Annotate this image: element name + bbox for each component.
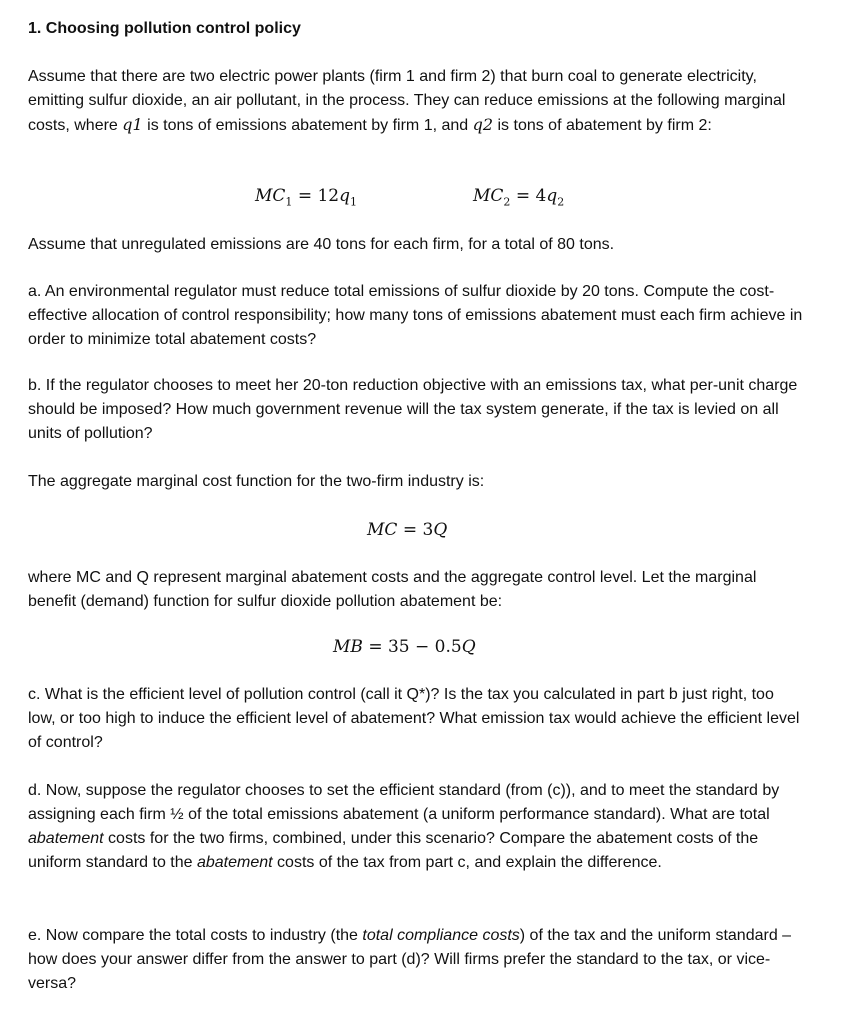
aggregate-intro-paragraph: The aggregate marginal cost function for the two-firm industry is: — [28, 473, 485, 490]
where-paragraph: where MC and Q represent marginal abatement costs and the aggregate control level. Let the marginal benefit (demand) function for sulfur dioxide pollution abatement be: — [28, 569, 757, 610]
part-c-paragraph: c. What is the efficient level of pollution control (call it Q*)? Is the tax you calculated in part b just right, too low, or too high to induce the efficient level of abatement? What emission tax would achieve the efficient level of control? — [28, 686, 800, 751]
intro-text-3: is tons of abatement by firm 2: — [493, 117, 712, 134]
equation-mc-aggregate: MC = 3Q — [367, 520, 448, 540]
intro-paragraph — [28, 65, 803, 138]
unregulated-paragraph: Assume that unregulated emissions are 40 tons for each firm, for a total of 80 tons. — [28, 236, 615, 253]
part-e-paragraph: e. Now compare the total costs to industry (the total compliance costs) of the tax and the uniform standard – how does your answer differ from the answer to part (d)? Will firms prefer the standard to the tax, or vice-versa? — [28, 927, 792, 992]
part-b-paragraph: b. If the regulator chooses to meet her 20-ton reduction objective with an emissions tax, what per-unit charge should be imposed? How much government revenue will the tax system generate, if the tax is levied on all units of pollution? — [28, 377, 798, 442]
equation-mb: MB = 35 − 0.5Q — [333, 637, 476, 657]
intro-q2: q2 — [472, 115, 494, 134]
equation-mc2: $MC_2 = 4q_2$ — [473, 186, 565, 209]
intro-q1: q1 — [122, 115, 143, 134]
part-a-paragraph: a. An environmental regulator must reduce total emissions of sulfur dioxide by 20 tons. Compute the cost-effective allocation of control responsibility; how many tons of emissions abatement must each firm achieve in order to minimize total abatement costs? — [28, 283, 803, 348]
part-d-paragraph: d. Now, suppose the regulator chooses to set the efficient standard (from (c)), and to meet the standard by assigning each firm ½ of the total emissions abatement (a uniform performance standard). What are total abatement costs for the two firms, combined, under this scenario? Compare the abatement costs of the uniform standard to the abatement costs of the tax from part c, and explain the difference. — [28, 782, 780, 871]
intro-text-1: Assume that there are two electric power plants (firm 1 and firm 2) that burn coal to generate electricity, emitting sulfur dioxide, an air pollutant, in the process. They can reduce emissions at the following marginal costs, where — [28, 68, 786, 134]
problem-title: 1. Choosing pollution control policy — [28, 20, 301, 37]
equation-mc1: $MC_1 = 12q_1$ — [255, 186, 358, 209]
intro-text-2: is tons of emissions abatement by firm 1, and — [142, 117, 473, 134]
